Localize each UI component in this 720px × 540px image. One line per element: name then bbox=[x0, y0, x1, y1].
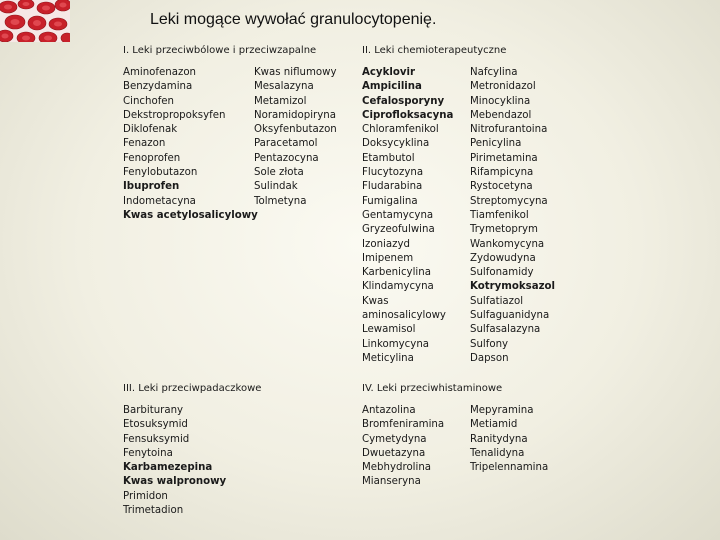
drug-name: Mepyramina bbox=[470, 405, 534, 416]
drug-name: Nitrofurantoina bbox=[470, 124, 548, 136]
drug-name: Kotrymoksazol bbox=[470, 281, 555, 293]
drug-name: Kwas bbox=[362, 295, 389, 307]
drug-name: Tiamfenikol bbox=[470, 209, 529, 221]
drug-name: Mebendazol bbox=[470, 109, 532, 121]
drug-name: Rifampicyna bbox=[470, 167, 534, 179]
drug-name: Wankomycyna bbox=[470, 238, 545, 250]
drug-name: Pirimetamina bbox=[470, 152, 538, 164]
drug-name: Fludarabina bbox=[362, 181, 423, 193]
drug-name: Imipenem bbox=[362, 252, 414, 264]
drug-name: Nafcylina bbox=[470, 67, 518, 78]
drug-name: Cymetydyna bbox=[362, 433, 427, 445]
drug-name: Minocyklina bbox=[470, 95, 531, 107]
list-antihistamines-col1 bbox=[362, 404, 444, 490]
drug-name: Zydowudyna bbox=[470, 252, 536, 264]
drug-name: Benzydamina bbox=[123, 81, 193, 93]
drug-name: Linkomycyna bbox=[362, 338, 430, 350]
drug-name: Metronidazol bbox=[470, 81, 536, 93]
drug-name: Trymetoprym bbox=[470, 224, 538, 236]
drug-name: Karbenicylina bbox=[362, 267, 431, 279]
drug-name: Metiamid bbox=[470, 419, 518, 431]
list-antihistamines-col2 bbox=[470, 404, 548, 475]
drug-name: Noramidopiryna bbox=[254, 109, 336, 121]
drug-name: Fensuksymid bbox=[123, 433, 190, 445]
section-heading-chemotherapeutics: II. Leki chemioterapeutyczne bbox=[362, 45, 507, 56]
drug-name: Oksyfenbutazon bbox=[254, 124, 337, 136]
drug-name: Mesalazyna bbox=[254, 81, 314, 93]
drug-name: Izoniazyd bbox=[362, 238, 410, 250]
drug-name: Kwas niflumowy bbox=[254, 67, 337, 78]
drug-name: Mianseryna bbox=[362, 476, 421, 488]
drug-name: Ibuprofen bbox=[123, 181, 180, 193]
drug-name: Fenoprofen bbox=[123, 152, 181, 164]
drug-name: Gentamycyna bbox=[362, 209, 434, 221]
drug-name: Sulfony bbox=[470, 338, 509, 350]
drug-name: Tenalidyna bbox=[470, 447, 525, 459]
drug-name: Sulfaguanidyna bbox=[470, 310, 550, 322]
drug-name: Meticylina bbox=[362, 352, 414, 364]
drug-name: Diklofenak bbox=[123, 124, 178, 136]
drug-name: Kwas walpronowy bbox=[123, 476, 227, 488]
drug-name: Chloramfenikol bbox=[362, 124, 439, 136]
drug-name: Kwas acetylosalicylowy bbox=[123, 209, 258, 221]
drug-name: Sulfonamidy bbox=[470, 267, 534, 279]
drug-name: Sole złota bbox=[254, 167, 304, 179]
drug-name: Metamizol bbox=[254, 95, 307, 107]
drug-name: Fenylobutazon bbox=[123, 167, 198, 179]
drug-name: Bromfeniramina bbox=[362, 419, 445, 431]
list-analgesics-col2 bbox=[254, 66, 337, 209]
drug-name: Cefalosporyny bbox=[362, 95, 445, 107]
section-heading-antiepileptics: III. Leki przeciwpadaczkowe bbox=[123, 383, 262, 394]
drug-name: Rystocetyna bbox=[470, 181, 533, 193]
drug-name: Karbamezepina bbox=[123, 462, 213, 474]
drug-name: Gryzeofulwina bbox=[362, 224, 435, 236]
drug-name: Dapson bbox=[470, 352, 509, 364]
drug-name: Ranitydyna bbox=[470, 433, 528, 445]
drug-name: Fenytoina bbox=[123, 447, 173, 459]
red-blood-cells-image bbox=[0, 0, 70, 42]
list-chemotherapeutics-col1 bbox=[362, 66, 453, 366]
list-analgesics-col1 bbox=[123, 66, 258, 223]
drug-name: Tolmetyna bbox=[254, 195, 307, 207]
drug-name: Sulfasalazyna bbox=[470, 324, 541, 336]
drug-name: Penicylina bbox=[470, 138, 522, 150]
drug-name: Flucytozyna bbox=[362, 167, 424, 179]
drug-name: Ciprofloksacyna bbox=[362, 109, 454, 121]
drug-name: Antazolina bbox=[362, 405, 416, 416]
drug-name: Aminofenazon bbox=[123, 67, 197, 78]
drug-name: Ampicilina bbox=[362, 81, 422, 93]
drug-name: Barbiturany bbox=[123, 405, 184, 416]
drug-name: Sulfatiazol bbox=[470, 295, 524, 307]
drug-name: Fenazon bbox=[123, 138, 166, 150]
drug-name: Paracetamol bbox=[254, 138, 318, 150]
drug-name: Tripelennamina bbox=[470, 462, 549, 474]
drug-name: Streptomycyna bbox=[470, 195, 548, 207]
drug-name: Etambutol bbox=[362, 152, 415, 164]
drug-name: Fumigalina bbox=[362, 195, 418, 207]
drug-name: Indometacyna bbox=[123, 195, 196, 207]
drug-name: Trimetadion bbox=[123, 505, 184, 517]
page-title: Leki mogące wywołać granulocytopenię. bbox=[150, 11, 437, 28]
drug-name: Doksycyklina bbox=[362, 138, 430, 150]
drug-name: Etosuksymid bbox=[123, 419, 188, 431]
section-heading-analgesics: I. Leki przeciwbólowe i przeciwzapalne bbox=[123, 45, 317, 56]
drug-name: Pentazocyna bbox=[254, 152, 319, 164]
list-antiepileptics bbox=[123, 404, 226, 518]
list-chemotherapeutics-col2 bbox=[470, 66, 555, 366]
drug-name: Cinchofen bbox=[123, 95, 175, 107]
drug-name: Primidon bbox=[123, 490, 168, 502]
drug-name: Dwuetazyna bbox=[362, 447, 426, 459]
drug-name: Acyklovir bbox=[362, 67, 415, 78]
drug-name: aminosalicylowy bbox=[362, 310, 446, 322]
section-heading-antihistamines: IV. Leki przeciwhistaminowe bbox=[362, 383, 503, 394]
drug-name: Lewamisol bbox=[362, 324, 416, 336]
drug-name: Dekstropropoksyfen bbox=[123, 109, 226, 121]
drug-name: Mebhydrolina bbox=[362, 462, 432, 474]
drug-name: Sulindak bbox=[254, 181, 298, 193]
drug-name: Klindamycyna bbox=[362, 281, 434, 293]
